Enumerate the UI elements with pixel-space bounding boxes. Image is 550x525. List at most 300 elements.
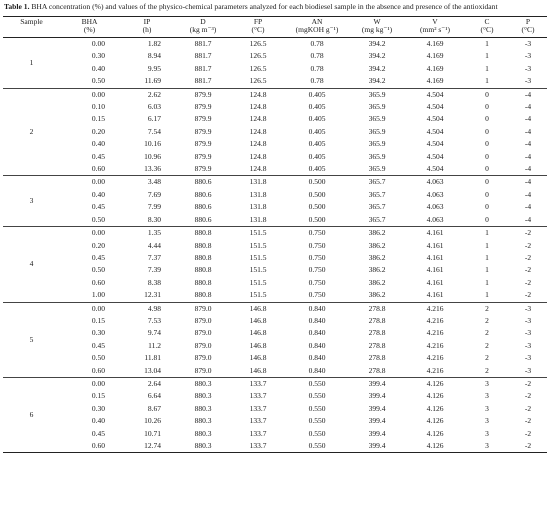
column-header-w — [349, 17, 405, 38]
an-cell: 0.405 — [308, 114, 326, 124]
w-cell: 399.4 — [368, 378, 386, 388]
ip-cell: 10.26 — [144, 416, 161, 426]
column-header-name: V — [432, 17, 438, 26]
an-cell: 0.405 — [308, 102, 326, 112]
p-cell: -4 — [524, 177, 532, 187]
column-header-unit: (kg m⁻³) — [189, 25, 217, 35]
p-cell: -4 — [524, 126, 532, 136]
w-cell: 365.7 — [368, 214, 386, 224]
w-cell: 386.2 — [368, 252, 386, 262]
bha-cell: 0.15 — [91, 114, 105, 124]
ip-cell: 10.71 — [144, 428, 161, 438]
v-cell: 4.504 — [426, 139, 444, 149]
fp-cell: 151.5 — [249, 252, 267, 262]
c-cell: 1 — [485, 265, 489, 275]
v-cell: 4.169 — [426, 51, 444, 61]
v-cell: 4.126 — [426, 441, 444, 450]
bha-cell: 0.15 — [91, 391, 105, 401]
p-cell: -4 — [524, 164, 532, 174]
v-cell: 4.504 — [426, 89, 444, 99]
table-row — [3, 440, 547, 453]
v-cell: 4.216 — [426, 340, 444, 350]
w-cell: 365.9 — [368, 164, 386, 174]
column-header-name: IP — [143, 17, 151, 26]
v-cell: 4.161 — [426, 228, 444, 238]
v-cell: 4.216 — [426, 328, 444, 338]
column-header-p — [509, 17, 547, 38]
bha-cell: 0.15 — [91, 315, 105, 325]
an-cell: 0.840 — [308, 340, 326, 350]
v-cell: 4.063 — [426, 214, 444, 224]
d-cell: 879.9 — [194, 89, 212, 99]
table-row — [3, 240, 547, 252]
table-row — [3, 340, 547, 352]
v-cell: 4.169 — [426, 63, 444, 73]
bha-cell: 0.60 — [91, 365, 105, 375]
w-cell: 394.2 — [368, 39, 386, 48]
w-cell: 394.2 — [368, 76, 386, 86]
column-header-unit: (mgKOH g⁻¹) — [295, 25, 339, 35]
column-header-unit: (°C) — [251, 25, 265, 35]
v-cell: 4.126 — [426, 416, 444, 426]
column-header-c — [465, 17, 509, 38]
v-cell: 4.216 — [426, 315, 444, 325]
sample-group-3 — [3, 176, 547, 227]
ip-cell: 7.69 — [147, 189, 161, 199]
an-cell: 0.750 — [308, 290, 326, 300]
fp-cell: 151.5 — [249, 265, 267, 275]
an-cell: 0.550 — [308, 428, 326, 438]
d-cell: 879.9 — [194, 139, 212, 149]
an-cell: 0.405 — [308, 151, 326, 161]
fp-cell: 133.7 — [249, 403, 267, 413]
w-cell: 365.9 — [368, 139, 386, 149]
sample-id-cell: 6 — [29, 409, 34, 419]
table-row — [3, 214, 547, 227]
column-header-bha — [60, 17, 119, 38]
fp-cell: 133.7 — [249, 378, 267, 388]
d-cell: 880.3 — [194, 441, 212, 450]
d-cell: 881.7 — [194, 51, 212, 61]
bha-cell: 0.45 — [91, 202, 105, 212]
sample-id-cell: 1 — [29, 57, 34, 67]
ip-cell: 2.62 — [147, 89, 161, 99]
c-cell: 1 — [485, 76, 489, 86]
column-header-name: W — [373, 17, 381, 26]
w-cell: 386.2 — [368, 240, 386, 250]
table-row — [3, 176, 547, 189]
d-cell: 879.0 — [194, 303, 212, 313]
v-cell: 4.126 — [426, 428, 444, 438]
p-cell: -4 — [524, 102, 532, 112]
w-cell: 365.9 — [368, 114, 386, 124]
p-cell: -3 — [524, 39, 532, 48]
c-cell: 0 — [485, 189, 489, 199]
p-cell: -4 — [524, 89, 532, 99]
c-cell: 0 — [485, 202, 489, 212]
table-row — [3, 289, 547, 302]
fp-cell: 146.8 — [249, 340, 267, 350]
ip-cell: 4.44 — [147, 240, 161, 250]
fp-cell: 146.8 — [249, 328, 267, 338]
d-cell: 880.6 — [194, 214, 212, 224]
fp-cell: 124.8 — [249, 164, 267, 174]
c-cell: 2 — [485, 353, 489, 363]
p-cell: -4 — [524, 189, 532, 199]
fp-cell: 151.5 — [249, 240, 267, 250]
fp-cell: 131.8 — [249, 214, 267, 224]
bha-cell: 0.30 — [91, 51, 105, 61]
w-cell: 278.8 — [368, 303, 386, 313]
w-cell: 399.4 — [368, 416, 386, 426]
bha-cell: 0.00 — [91, 177, 105, 187]
an-cell: 0.78 — [310, 76, 324, 86]
c-cell: 3 — [485, 403, 489, 413]
fp-cell: 131.8 — [249, 202, 267, 212]
c-cell: 0 — [485, 214, 489, 224]
ip-cell: 6.64 — [147, 391, 161, 401]
w-cell: 394.2 — [368, 63, 386, 73]
column-header-sample — [3, 17, 60, 38]
c-cell: 3 — [485, 391, 489, 401]
w-cell: 365.9 — [368, 102, 386, 112]
fp-cell: 124.8 — [249, 151, 267, 161]
fp-cell: 146.8 — [249, 303, 267, 313]
w-cell: 386.2 — [368, 277, 386, 287]
p-cell: -2 — [524, 252, 532, 262]
an-cell: 0.840 — [308, 353, 326, 363]
d-cell: 880.3 — [194, 391, 212, 401]
an-cell: 0.405 — [308, 139, 326, 149]
c-cell: 0 — [485, 102, 489, 112]
table-row — [3, 352, 547, 364]
d-cell: 879.9 — [194, 164, 212, 174]
d-cell: 881.7 — [194, 76, 212, 86]
an-cell: 0.550 — [308, 391, 326, 401]
bha-cell: 0.40 — [91, 416, 105, 426]
w-cell: 386.2 — [368, 228, 386, 238]
fp-cell: 131.8 — [249, 189, 267, 199]
p-cell: -3 — [524, 328, 532, 338]
column-header-unit: (°C) — [480, 25, 494, 35]
d-cell: 879.9 — [194, 126, 212, 136]
v-cell: 4.169 — [426, 39, 444, 48]
bha-cell: 0.00 — [91, 228, 105, 238]
fp-cell: 126.5 — [249, 76, 267, 86]
bha-cell: 0.00 — [91, 89, 105, 99]
column-header-name: AN — [311, 17, 323, 26]
table-row — [3, 201, 547, 213]
ip-cell: 7.53 — [147, 315, 161, 325]
p-cell: -4 — [524, 114, 532, 124]
ip-cell: 7.99 — [147, 202, 161, 212]
w-cell: 394.2 — [368, 51, 386, 61]
v-cell: 4.126 — [426, 391, 444, 401]
column-header-fp — [231, 17, 285, 38]
sample-group-6 — [3, 377, 547, 452]
v-cell: 4.216 — [426, 353, 444, 363]
c-cell: 2 — [485, 328, 489, 338]
table-row — [3, 302, 547, 315]
v-cell: 4.504 — [426, 151, 444, 161]
c-cell: 1 — [485, 51, 489, 61]
table-row — [3, 189, 547, 201]
sample-id-cell: 5 — [29, 334, 34, 344]
w-cell: 365.9 — [368, 89, 386, 99]
fp-cell: 151.5 — [249, 228, 267, 238]
c-cell: 1 — [485, 63, 489, 73]
an-cell: 0.550 — [308, 441, 326, 450]
p-cell: -3 — [524, 315, 532, 325]
an-cell: 0.840 — [308, 315, 326, 325]
column-header-d — [175, 17, 231, 38]
ip-cell: 12.31 — [144, 290, 161, 300]
c-cell: 0 — [485, 139, 489, 149]
d-cell: 880.3 — [194, 416, 212, 426]
p-cell: -3 — [524, 303, 532, 313]
table-row — [3, 365, 547, 378]
p-cell: -2 — [524, 265, 532, 275]
d-cell: 880.8 — [194, 277, 212, 287]
c-cell: 2 — [485, 315, 489, 325]
an-cell: 0.750 — [308, 228, 326, 238]
p-cell: -3 — [524, 340, 532, 350]
d-cell: 880.3 — [194, 428, 212, 438]
p-cell: -2 — [524, 428, 532, 438]
c-cell: 1 — [485, 277, 489, 287]
v-cell: 4.504 — [426, 164, 444, 174]
v-cell: 4.216 — [426, 365, 444, 375]
c-cell: 0 — [485, 164, 489, 174]
table-row — [3, 227, 547, 240]
column-header-unit: (°C) — [521, 25, 535, 35]
fp-cell: 126.5 — [249, 39, 267, 48]
fp-cell: 124.8 — [249, 114, 267, 124]
an-cell: 0.78 — [310, 51, 324, 61]
bha-cell: 0.20 — [91, 240, 105, 250]
bha-cell: 0.50 — [91, 214, 105, 224]
column-header-name: FP — [253, 17, 263, 26]
column-header-unit: (%) — [83, 25, 96, 35]
sample-group-1 — [3, 38, 547, 89]
fp-cell: 133.7 — [249, 416, 267, 426]
d-cell: 880.6 — [194, 189, 212, 199]
w-cell: 399.4 — [368, 403, 386, 413]
v-cell: 4.504 — [426, 114, 444, 124]
c-cell: 0 — [485, 114, 489, 124]
v-cell: 4.126 — [426, 378, 444, 388]
w-cell: 399.4 — [368, 391, 386, 401]
bha-cell: 1.00 — [91, 290, 105, 300]
table-row — [3, 88, 547, 101]
an-cell: 0.840 — [308, 365, 326, 375]
an-cell: 0.500 — [308, 177, 326, 187]
an-cell: 0.550 — [308, 416, 326, 426]
d-cell: 880.8 — [194, 265, 212, 275]
v-cell: 4.063 — [426, 189, 444, 199]
sample-group-5 — [3, 302, 547, 377]
c-cell: 0 — [485, 89, 489, 99]
ip-cell: 11.2 — [148, 340, 161, 350]
bha-cell: 0.50 — [91, 265, 105, 275]
ip-cell: 4.98 — [147, 303, 161, 313]
bha-cell: 0.40 — [91, 189, 105, 199]
fp-cell: 133.7 — [249, 391, 267, 401]
an-cell: 0.550 — [308, 378, 326, 388]
d-cell: 881.7 — [194, 39, 212, 48]
d-cell: 879.0 — [194, 328, 212, 338]
fp-cell: 133.7 — [249, 428, 267, 438]
bha-cell: 0.30 — [91, 403, 105, 413]
p-cell: -4 — [524, 139, 532, 149]
table-caption-label: Table 1. — [4, 2, 30, 11]
p-cell: -2 — [524, 391, 532, 401]
table-row — [3, 63, 547, 75]
bha-cell: 0.50 — [91, 76, 105, 86]
p-cell: -2 — [524, 441, 532, 450]
d-cell: 879.0 — [194, 340, 212, 350]
c-cell: 2 — [485, 303, 489, 313]
bha-cell: 0.45 — [91, 252, 105, 262]
fp-cell: 124.8 — [249, 102, 267, 112]
table-row — [3, 327, 547, 339]
sample-id-cell: 2 — [29, 126, 34, 136]
table-header — [3, 17, 547, 38]
d-cell: 879.0 — [194, 365, 212, 375]
p-cell: -3 — [524, 353, 532, 363]
bha-cell: 0.60 — [91, 164, 105, 174]
d-cell: 879.9 — [194, 102, 212, 112]
column-header-name: P — [525, 17, 531, 26]
table-row — [3, 403, 547, 415]
v-cell: 4.161 — [426, 252, 444, 262]
bha-cell: 0.60 — [91, 441, 105, 450]
bha-cell: 0.40 — [91, 139, 105, 149]
p-cell: -2 — [524, 416, 532, 426]
ip-cell: 12.74 — [144, 441, 161, 450]
c-cell: 1 — [485, 290, 489, 300]
v-cell: 4.169 — [426, 76, 444, 86]
an-cell: 0.405 — [308, 164, 326, 174]
w-cell: 278.8 — [368, 315, 386, 325]
fp-cell: 131.8 — [249, 177, 267, 187]
w-cell: 365.9 — [368, 126, 386, 136]
an-cell: 0.750 — [308, 240, 326, 250]
bha-cell: 0.60 — [91, 277, 105, 287]
an-cell: 0.750 — [308, 265, 326, 275]
an-cell: 0.840 — [308, 303, 326, 313]
biodiesel-parameters-table — [3, 16, 547, 453]
an-cell: 0.405 — [308, 89, 326, 99]
ip-cell: 7.54 — [147, 126, 161, 136]
ip-cell: 2.64 — [147, 378, 161, 388]
c-cell: 2 — [485, 340, 489, 350]
sample-id-cell: 3 — [29, 196, 34, 206]
table-row — [3, 113, 547, 125]
bha-cell: 0.10 — [91, 102, 105, 112]
v-cell: 4.161 — [426, 265, 444, 275]
d-cell: 879.0 — [194, 353, 212, 363]
bha-cell: 0.20 — [91, 126, 105, 136]
d-cell: 881.7 — [194, 63, 212, 73]
table-row — [3, 277, 547, 289]
v-cell: 4.216 — [426, 303, 444, 313]
c-cell: 0 — [485, 177, 489, 187]
column-header-name: Sample — [20, 17, 43, 26]
w-cell: 365.7 — [368, 189, 386, 199]
table-row — [3, 101, 547, 113]
table-row — [3, 377, 547, 390]
c-cell: 0 — [485, 151, 489, 161]
d-cell: 880.6 — [194, 177, 212, 187]
v-cell: 4.161 — [426, 277, 444, 287]
table-row — [3, 151, 547, 163]
an-cell: 0.550 — [308, 403, 326, 413]
ip-cell: 8.94 — [147, 51, 161, 61]
fp-cell: 124.8 — [249, 89, 267, 99]
table-row — [3, 138, 547, 150]
column-header-unit: (h) — [142, 25, 152, 35]
w-cell: 386.2 — [368, 265, 386, 275]
d-cell: 879.0 — [194, 315, 212, 325]
table-caption-text: BHA concentration (%) and values of the physico-chemical parameters analyzed for each biodiesel sample in the absence and presence of the antioxidant — [29, 2, 498, 11]
ip-cell: 13.04 — [144, 365, 161, 375]
w-cell: 365.7 — [368, 202, 386, 212]
p-cell: -2 — [524, 403, 532, 413]
v-cell: 4.504 — [426, 102, 444, 112]
p-cell: -3 — [524, 76, 532, 86]
ip-cell: 11.81 — [144, 353, 161, 363]
c-cell: 1 — [485, 252, 489, 262]
w-cell: 399.4 — [368, 441, 386, 450]
p-cell: -4 — [524, 214, 532, 224]
bha-cell: 0.00 — [91, 303, 105, 313]
v-cell: 4.161 — [426, 290, 444, 300]
w-cell: 365.9 — [368, 151, 386, 161]
table-row — [3, 264, 547, 276]
c-cell: 1 — [485, 228, 489, 238]
fp-cell: 151.5 — [249, 290, 267, 300]
w-cell: 278.8 — [368, 353, 386, 363]
c-cell: 1 — [485, 39, 489, 48]
p-cell: -2 — [524, 290, 532, 300]
column-header-name: BHA — [81, 17, 98, 26]
c-cell: 3 — [485, 416, 489, 426]
d-cell: 880.8 — [194, 240, 212, 250]
bha-cell: 0.50 — [91, 353, 105, 363]
table-row — [3, 38, 547, 51]
ip-cell: 9.74 — [147, 328, 161, 338]
ip-cell: 9.95 — [147, 63, 161, 73]
d-cell: 880.8 — [194, 290, 212, 300]
p-cell: -2 — [524, 228, 532, 238]
header-row — [3, 17, 547, 38]
d-cell: 880.3 — [194, 403, 212, 413]
d-cell: 880.3 — [194, 378, 212, 388]
ip-cell: 8.38 — [147, 277, 161, 287]
w-cell: 278.8 — [368, 340, 386, 350]
v-cell: 4.063 — [426, 202, 444, 212]
table-row — [3, 390, 547, 402]
w-cell: 278.8 — [368, 328, 386, 338]
ip-cell: 1.35 — [147, 228, 161, 238]
p-cell: -4 — [524, 202, 532, 212]
fp-cell: 124.8 — [249, 139, 267, 149]
bha-cell: 0.45 — [91, 428, 105, 438]
table-row — [3, 163, 547, 176]
w-cell: 399.4 — [368, 428, 386, 438]
fp-cell: 151.5 — [249, 277, 267, 287]
